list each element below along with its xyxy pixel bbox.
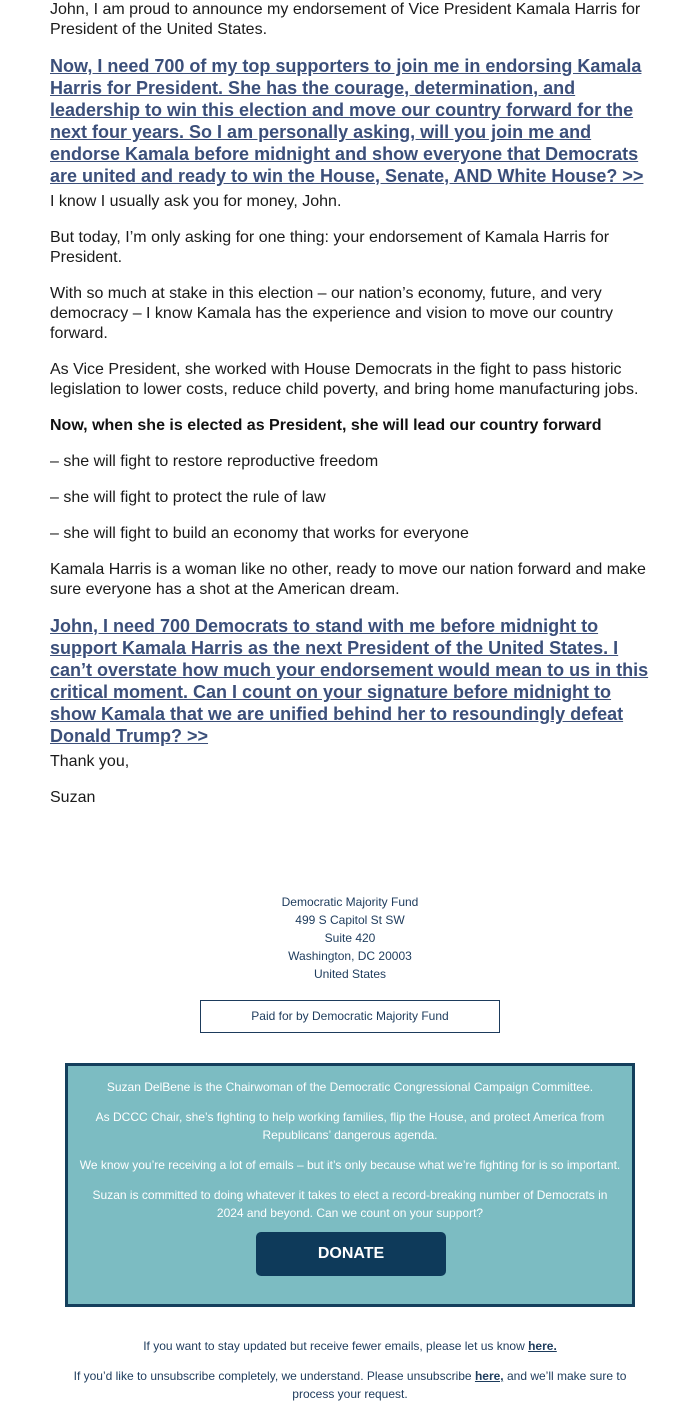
address-street: 499 S Capitol St SW: [295, 913, 405, 927]
ask-text: But today, I’m only asking for one thing: your endorsement of Kamala Harris for President.: [50, 229, 610, 266]
closing-text: Thank you,: [50, 753, 130, 770]
dccc-fighting-text: As DCCC Chair, she’s fighting to help working families, flip the House, and protect America from Republicans’ dangerous agenda.: [95, 1110, 605, 1142]
address-country: United States: [313, 967, 387, 981]
dccc-chair-text: Suzan DelBene is the Chairwoman of the Democratic Congressional Campaign Committee.: [106, 1080, 594, 1094]
money-text: I know I usually ask you for money, John.: [50, 193, 342, 210]
intro-text: John, I am proud to announce my endorsement of Vice President Kamala Harris for President of the United States.: [50, 1, 641, 38]
address-city: Washington, DC 20003: [288, 949, 412, 963]
bullet-2-text: – she will fight to protect the rule of law: [50, 489, 326, 506]
bullet-1-text: – she will fight to restore reproductive freedom: [50, 453, 379, 470]
lead-forward-paragraph: [50, 416, 650, 436]
signature-cta-paragraph: [50, 616, 650, 748]
dream-text: Kamala Harris is a woman like no other, ready to move our nation forward and make sure everyone has a shot at the American dream.: [50, 561, 646, 598]
unsubscribe-link[interactable]: here,: [474, 1369, 504, 1383]
dccc-support-text: Suzan is committed to doing whatever it takes to elect a record-breaking number of Democrats in 2024 and beyond. Can we count on your support?: [92, 1188, 608, 1220]
dccc-info-panel: [65, 1063, 635, 1307]
address-suite: Suite 420: [324, 931, 376, 945]
intro-paragraph: [50, 0, 650, 40]
bullet-2: [50, 488, 650, 508]
money-paragraph: [50, 192, 650, 212]
fewer-emails-line: [0, 1337, 700, 1355]
ask-paragraph: [50, 228, 650, 268]
dream-paragraph: [50, 560, 650, 600]
signature-paragraph: [50, 788, 650, 808]
donate-button[interactable]: DONATE: [256, 1232, 446, 1276]
lead-forward-text: Now, when she is elected as President, she will lead our country forward: [50, 417, 602, 434]
fewer-emails-link[interactable]: here.: [528, 1339, 557, 1353]
record-paragraph: [50, 360, 650, 400]
address-org: Democratic Majority Fund: [281, 895, 419, 909]
closing-paragraph: [50, 752, 650, 772]
unsubscribe-line: [70, 1367, 630, 1403]
dccc-emails-text: We know you’re receiving a lot of emails – but it’s only because what we’re fighting for is so important.: [79, 1158, 621, 1172]
record-text: As Vice President, she worked with House Democrats in the fight to pass historic legislation to lower costs, reduce child poverty, and bring home manufacturing jobs.: [50, 361, 639, 398]
signature-text: Suzan: [50, 789, 96, 806]
endorse-cta-paragraph: [50, 56, 650, 188]
stakes-paragraph: [50, 284, 650, 344]
endorse-link-2[interactable]: John, I need 700 Democrats to stand with me before midnight to support Kamala Harris as the next President of the United States. I can’t overstate how much your endorsement would mean to us in this critical moment. Can I count on your signature before midnight to show Kamala that we are unified behind her to resoundingly defeat Donald Trump? >>: [50, 616, 649, 746]
bullet-3: [50, 524, 650, 544]
fewer-emails-text: If you want to stay updated but receive fewer emails, please let us know: [143, 1339, 529, 1353]
endorse-link-1[interactable]: Now, I need 700 of my top supporters to join me in endorsing Kamala Harris for President. She has the courage, determination, and leadership to win this election and move our country forward for the next four years. So I am personally asking, will you join me and endorse Kamala before midnight and show everyone that Democrats are united and ready to win the House, Senate, AND White House? >>: [50, 56, 644, 186]
mailing-address: [0, 893, 700, 983]
unsubscribe-tail-text: and we’ll make sure to process your request.: [292, 1369, 627, 1401]
paid-for-disclaimer: Paid for by Democratic Majority Fund: [200, 1000, 500, 1033]
bullet-3-text: – she will fight to build an economy that works for everyone: [50, 525, 469, 542]
bullet-1: [50, 452, 650, 472]
unsubscribe-text: If you’d like to unsubscribe completely, we understand. Please unsubscribe: [73, 1369, 475, 1383]
stakes-text: With so much at stake in this election – our nation’s economy, future, and very democracy – I know Kamala has the experience and vision to move our country forward.: [50, 285, 613, 342]
